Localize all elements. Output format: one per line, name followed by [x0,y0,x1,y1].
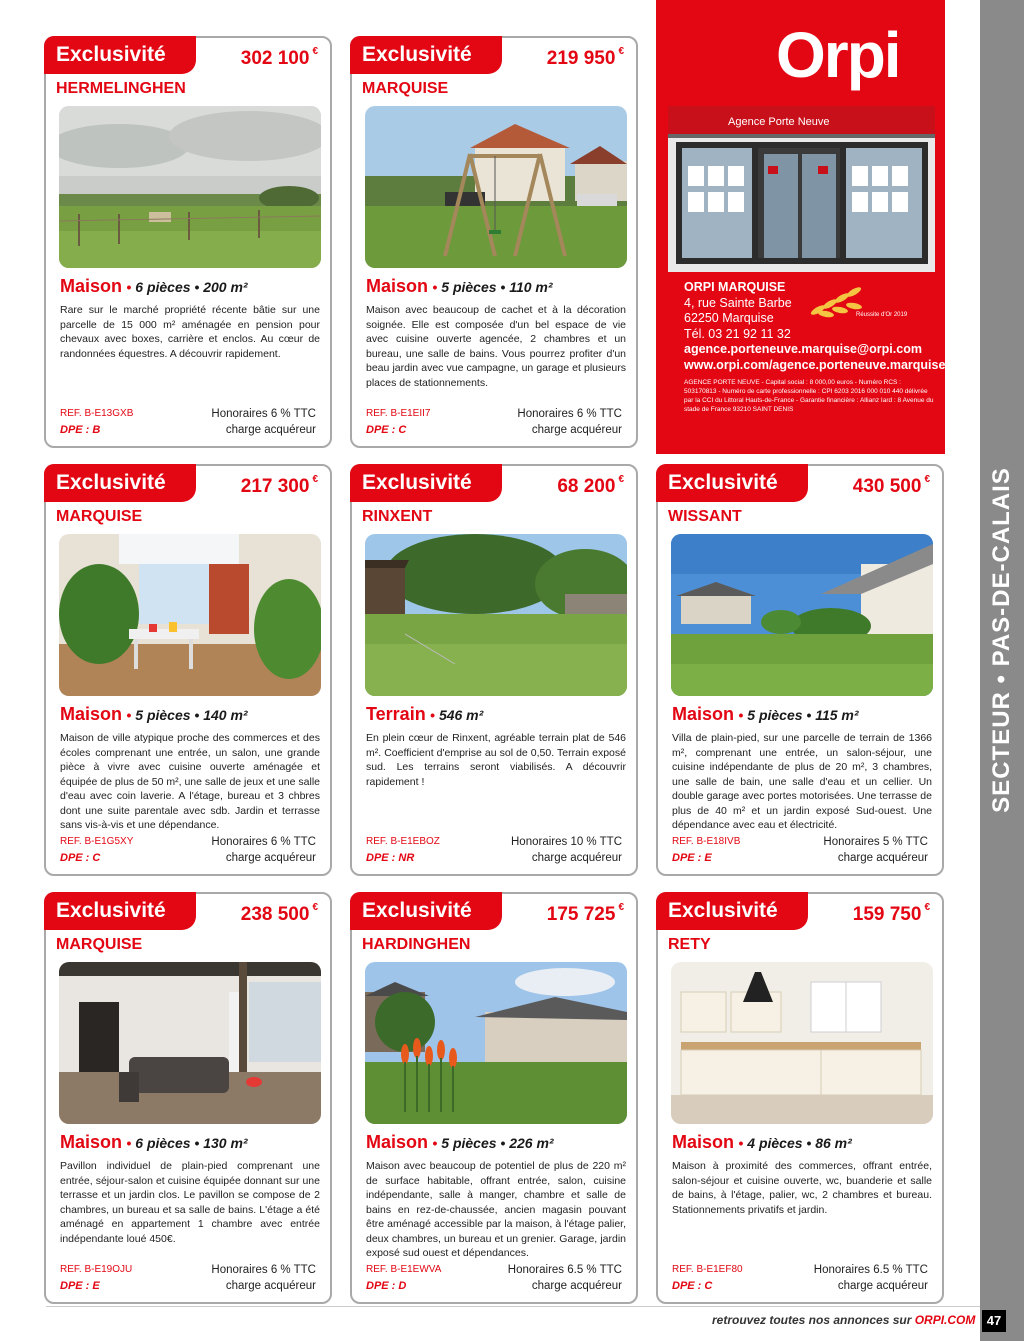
agency-fees: Honoraires 6 % TTC charge acquéreur [517,408,622,436]
property-type: Maison [60,276,123,296]
listing-city: WISSANT [668,508,742,525]
agency-email[interactable]: agence.porteneuve.marquise@orpi.com [684,342,922,356]
property-type: Maison [366,1132,429,1152]
listing-city: RINXENT [362,508,433,525]
property-details: • 5 pièces • 226 m² [432,1135,554,1151]
listing-photo[interactable] [365,962,627,1124]
kitchen-photo [671,962,933,1124]
energy-rating: DPE : C [60,852,101,864]
agency-address-line1: 4, rue Sainte Barbe [684,295,792,310]
pasture-photo [59,106,321,268]
listing-reference: REF. B-E19OJU [60,1264,133,1275]
land-plot-photo [365,534,627,696]
side-banner-text: SECTEUR • PAS-DE-CALAIS [988,467,1016,813]
listing-description: En plein cœur de Rinxent, agréable terrain plat de 546 m². Coefficient d'emprise au sol de 0,50. Terrain exposé sud. Les terrains seront viabilisés. A découvrir rapidement ! [366,732,626,788]
listing-photo[interactable] [365,534,627,696]
listing-city: MARQUISE [362,80,449,97]
listing-price: 430 500 € [852,474,930,497]
agency-contact [684,280,946,373]
agency-panel [656,0,945,454]
property-details: • 6 pièces • 200 m² [126,279,248,295]
listing-card[interactable] [350,892,638,1304]
listing-headline [366,1132,554,1153]
property-details: • 5 pièces • 110 m² [432,279,553,295]
agency-legal-notice: AGENCE PORTE NEUVE - Capital social : 8 000,00 euros - Numéro RCS : 503170813 - Numéro de carte professionnelle : CPI 6203 2016 000 010 440 délivrée par la CCI du Littoral Hauts-de-France - Garantie financière : Allianz Iard : 8 Avenue du stade de France 93210 SAINT DENIS [684,379,934,413]
property-type: Maison [60,1132,123,1152]
listing-price: 302 100 € [240,46,318,69]
listing-reference: REF. B-E1EII7 [366,408,431,419]
orpi-logo: Orpi [776,19,900,91]
flower-garden-photo [365,962,627,1124]
listing-price: 217 300 € [240,474,318,497]
footer-brand-link[interactable]: ORPI.COM [914,1313,976,1327]
energy-rating: DPE : C [672,1280,713,1292]
agency-fees: Honoraires 10 % TTC charge acquéreur [511,836,622,864]
living-room-photo [59,534,321,696]
listing-headline [366,276,553,297]
listing-headline [60,1132,248,1153]
listing-photo[interactable] [59,534,321,696]
listing-card[interactable] [44,892,332,1304]
agency-fees: Honoraires 6.5 % TTC charge acquéreur [507,1264,622,1292]
listing-reference: REF. B-E18IVB [672,836,741,847]
listing-description: Maison avec beaucoup de potentiel de plus de 220 m² de surface habitable, offrant entrée, salon, cuisine indépendante, salle à manger, chambre et salle de bains en rez-de-chaussée, ancien magasin pouvant être aménagé accessible par la maison, à l'étage palier, deux chambres, un bureau et un grenier. Garage, jardin exposé sud ouest et dépendances. [366,1160,626,1259]
side-banner [980,467,1024,813]
villa-garden-photo [671,534,933,696]
listing-city: MARQUISE [56,508,143,525]
listing-card[interactable] [656,464,944,876]
listing-card[interactable] [656,892,944,1304]
page-number: 47 [982,1310,1006,1332]
property-type: Maison [366,276,429,296]
shop-sign-text: Agence Porte Neuve [728,116,830,128]
agency-phone[interactable]: Tél. 03 21 92 11 32 [684,326,791,341]
listing-price: 175 725 € [546,902,624,925]
listing-city: HERMELINGHEN [56,80,186,97]
energy-rating: DPE : C [366,424,407,436]
agency-website[interactable]: www.orpi.com/agence.porteneuve.marquise [684,357,946,372]
listing-description: Villa de plain-pied, sur une parcelle de terrain de 1366 m², comprenant une entrée, un salon-séjour, une cuisine indépendante de plus de 20 m², 3 chambres, une salle de bain, une salle d'eau et un cellier. Un double garage avec portes motorisées. Une terrasse de plus de 40 m² et un jardin exposé Sud-ouest. Une dépendance avec eau et électricité. [672,732,932,831]
agency-fees: Honoraires 6 % TTC charge acquéreur [211,408,316,436]
listing-description: Maison à proximité des commerces, offrant entrée, salon-séjour et cuisine ouverte, wc, buanderie et salle de bains, à l'étage, palier, wc, 2 chambres et bureau. Stationnements privatifs et jardin. [672,1160,932,1216]
listing-reference: REF. B-E1G5XY [60,836,134,847]
exclusivity-tag: Exclusivité [350,464,502,502]
property-type: Maison [672,704,735,724]
listing-card[interactable] [44,464,332,876]
listing-city: RETY [668,936,711,953]
exclusivity-tag: Exclusivité [44,36,196,74]
listing-headline [60,276,248,297]
listing-photo[interactable] [59,106,321,268]
listing-price: 219 950 € [546,46,624,69]
listing-reference: REF. B-E1EF80 [672,1264,743,1275]
agency-fees: Honoraires 5 % TTC charge acquéreur [823,836,928,864]
property-details: • 6 pièces • 130 m² [126,1135,248,1151]
lounge-photo [59,962,321,1124]
energy-rating: DPE : NR [366,852,415,864]
listing-photo[interactable] [671,534,933,696]
listing-headline [672,1132,852,1153]
listing-headline [366,704,483,725]
listing-city: MARQUISE [56,936,143,953]
exclusivity-tag: Exclusivité [44,892,196,930]
agency-fees: Honoraires 6 % TTC charge acquéreur [211,836,316,864]
listing-card[interactable] [44,36,332,448]
energy-rating: DPE : E [672,852,712,864]
agency-fees: Honoraires 6 % TTC charge acquéreur [211,1264,316,1292]
listing-headline [672,704,859,725]
listing-headline [60,704,248,725]
agency-address-line2: 62250 Marquise [684,311,774,325]
footer-text: retrouvez toutes nos annonces sur [712,1313,915,1327]
listing-price: 68 200 € [557,474,624,497]
listing-price: 238 500 € [240,902,318,925]
property-details: • 4 pièces • 86 m² [738,1135,852,1151]
listing-description: Rare sur le marché propriété récente bâtie sur une parcelle de 15 000 m² aménagée en pension pour chevaux avec boxes, carrière et enclos. Au cœur de randonnées équestres. A découvrir rapidement. [60,304,320,360]
listing-price: 159 750 € [852,902,930,925]
listing-reference: REF. B-E1EWVA [366,1264,442,1275]
energy-rating: DPE : B [60,424,101,436]
footer-cta [712,1313,975,1327]
exclusivity-tag: Exclusivité [44,464,196,502]
garden-swing-photo [365,106,627,268]
listing-card[interactable] [350,464,638,876]
listing-photo[interactable] [59,962,321,1124]
listing-photo[interactable] [365,106,627,268]
listing-description: Pavillon individuel de plain-pied comprenant une entrée, séjour-salon et cuisine équipée donnant sur une terrasse et un jardin clos. Le pavillon se compose de 2 chambres, un bureau et sa salle de bains. L'étage a été aménagé en appartement 1 chambre avec entrée indépendante loué 450€. [60,1160,320,1245]
property-details: • 546 m² [430,707,484,723]
exclusivity-tag: Exclusivité [350,892,502,930]
agency-fees: Honoraires 6.5 % TTC charge acquéreur [813,1264,928,1292]
listing-photo[interactable] [671,962,933,1124]
listing-city: HARDINGHEN [362,936,471,953]
exclusivity-tag: Exclusivité [350,36,502,74]
listing-description: Maison de ville atypique proche des commerces et des écoles comprenant une entrée, un salon, une grande pièce à vivre avec cuisine ouverte aménagée et équipée de plus de 50 m², une salle de jeux et une salle d'eau avec coin laverie. A l'étage, bureau et 3 chbres dont une suite parentale avec sdb. Jardin et terrasse sans vis-à-vis et une dépendance. [60,732,320,831]
listing-description: Maison avec beaucoup de cachet et à la décoration soignée. Elle est composée d'un bel espace de vie avec cuisine ouverte agencée, 2 chambres et un bureau, une salle de bains. Vous pourrez profiter d'un beau jardin avec vue campagne, un garage et plusieurs places de stationnements. [366,304,626,389]
agency-storefront-photo [668,106,935,272]
exclusivity-tag: Exclusivité [656,892,808,930]
footer-divider [46,1306,980,1307]
award-label: Réussite d'Or 2019 [856,312,908,318]
storefront-illustration [668,106,935,272]
energy-rating: DPE : D [366,1280,407,1292]
property-type: Maison [672,1132,735,1152]
agency-name: ORPI MARQUISE [684,280,786,294]
energy-rating: DPE : E [60,1280,100,1292]
property-details: • 5 pièces • 140 m² [126,707,248,723]
exclusivity-tag: Exclusivité [656,464,808,502]
property-type: Maison [60,704,123,724]
listing-card[interactable] [350,36,638,448]
listing-reference: REF. B-E1EBOZ [366,836,440,847]
property-type: Terrain [366,704,426,724]
property-details: • 5 pièces • 115 m² [738,707,859,723]
listing-reference: REF. B-E13GXB [60,408,134,419]
